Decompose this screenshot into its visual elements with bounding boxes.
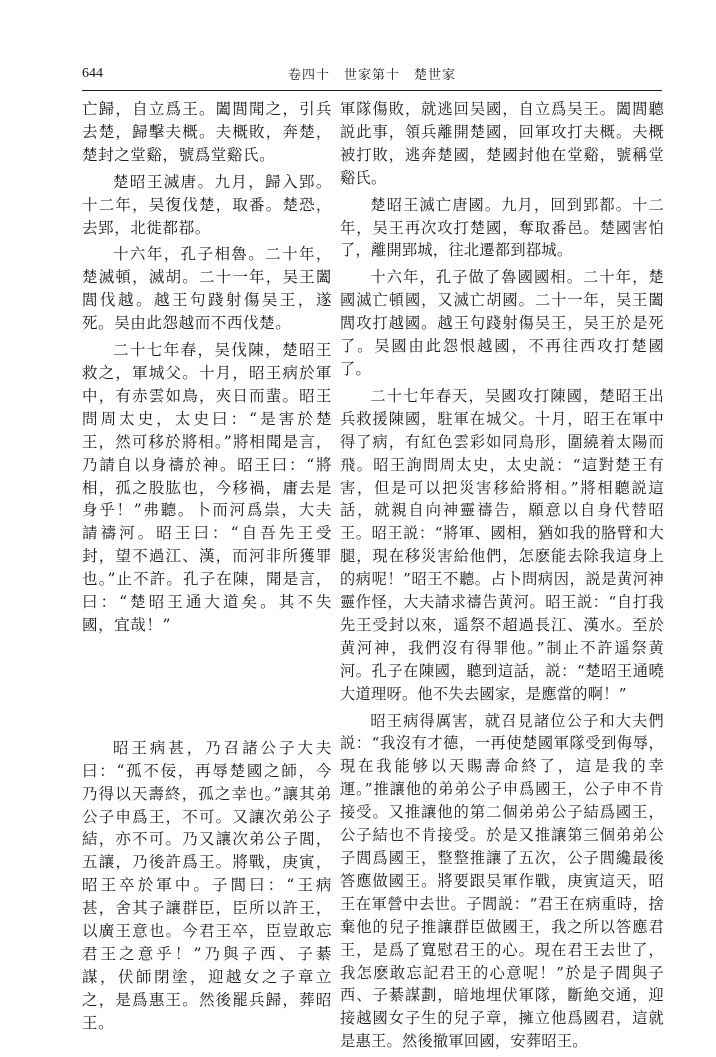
translation-paragraph: 二十七年春天，吴國攻打陳國，楚昭王出兵救援陳國，駐軍在城父。十月，昭王在軍中得了病，有紅色雲彩如同鳥形，圍繞着太陽而飛。昭王詢問周太史，太史説：“這對楚王有害，但是可以把災害移給將相。”將相聽説這話，就親自向神靈禱告，願意以自身代替昭王。昭王説：“將軍、國相，猶如我的胳臂和大腿，現在移災害給他們，怎麽能去除我這身上的病呢！”昭王不聽。占卜問病因，説是黄河神靈作怪，大夫請求禱告黄河。昭王説：“自打我先王受封以來，遥祭不超過長江、漢水。至於黄河神，我們沒有得罪他。”制止不許遥祭黄河。孔子在陳國，聽到這話，説：“楚昭王通曉大道理呀。他不失去國家，是應當的啊！” bbox=[340, 386, 664, 703]
translation-paragraph: 昭王病得厲害，就召見諸位公子和大夫們説：“我沒有才德，一再使楚國軍隊受到侮辱，現在我能够以天賜壽命終了，這是我的幸運。”推讓他的弟弟公子申爲國王，公子申不肯接受。又推讓他的第二個弟弟公子結爲國王，公子結也不肯接受。於是又推讓第三個弟弟公子閭爲國王，整整推讓了五次，公子閭纔最後答應做國王。將要跟吴軍作戰，庚寅這天，昭王在軍營中去世。子閭説：“君王在病重時，捨棄他的兒子推讓群臣做國王，我之所以答應君王，是爲了寬慰君王的心。現在君王去世了，我怎麽敢忘記君王的心意呢！”於是子閭與子西、子綦謀劃，暗地埋伏軍隊，斷絶交通，迎接越國女子生的兒子章，擁立他爲國君，這就是惠王。然後撤軍回國，安葬昭王。 bbox=[340, 711, 664, 1051]
original-paragraph: 二十七年春，吴伐陳，楚昭王救之，軍城父。十月，昭王病於軍中，有赤雲如鳥，夾日而蜚。昭王問周太史，太史曰：“是害於楚王，然可移於將相。”將相聞是言，乃請自以身禱於神。昭王曰：“將相，孤之股肱也，今移禍，庸去是身乎！”弗聽。卜而河爲祟，大夫請禱河。昭王曰：“自吾先王受封，望不過江、漢，而河非所獲罪也。”止不許。孔子在陳，聞是言，曰：“楚昭王通大道矣。其不失國，宜哉！” bbox=[82, 341, 332, 634]
running-title: 卷四十 世家第十 楚世家 bbox=[287, 68, 456, 83]
page-number: 644 bbox=[82, 66, 103, 81]
translation-column bbox=[340, 98, 664, 1057]
original-paragraph: 十六年，孔子相魯。二十年，楚滅頓，滅胡。二十一年，吴王闔閭伐越。越王句踐射傷吴王，遂死。吴由此怨越而不西伐楚。 bbox=[82, 245, 332, 333]
page-header bbox=[82, 62, 662, 92]
original-paragraph: 亡歸，自立爲王。闔閭聞之，引兵去楚，歸擊夫概。夫概敗，奔楚，楚封之堂谿，號爲堂谿氏。 bbox=[82, 100, 332, 164]
original-paragraph: 楚昭王滅唐。九月，歸入郢。十二年，吴復伐楚，取番。楚恐，去郢，北徙都鄀。 bbox=[82, 172, 332, 237]
translation-paragraph: 楚昭王滅亡唐國。九月，回到郢都。十二年，吴王再次攻打楚國，奪取番邑。楚國害怕了，離開郢城，往北遷都到鄀城。 bbox=[340, 195, 664, 260]
original-paragraph: 昭王病甚，乃召諸公子大夫曰：“孤不佞，再辱楚國之師，今乃得以天壽終，孤之幸也。”讓其弟公子申爲王，不可。又讓次弟公子結，亦不可。乃又讓次弟公子閭，五讓，乃後許爲王。將戰，庚寅，昭王卒於軍中。子閭曰：“王病甚，舍其子讓群臣，臣所以許王，以廣王意也。今君王卒，臣豈敢忘君王之意乎！”乃與子西、子綦謀，伏師閉塗，迎越女之子章立之，是爲惠王。然後罷兵歸，葬昭王。 bbox=[82, 738, 332, 1032]
original-text-column bbox=[82, 98, 332, 1039]
translation-paragraph: 十六年，孔子做了魯國國相。二十年，楚國滅亡頓國，又滅亡胡國。二十一年，吴王闔閭攻打越國。越王句踐射傷吴王，吴王於是死了。吴國由此怨恨越國，不再往西攻打楚國了。 bbox=[340, 268, 664, 378]
paragraph-gap bbox=[82, 641, 332, 737]
translation-paragraph: 軍隊傷敗，就逃回吴國，自立爲吴王。闔閭聽説此事，領兵離開楚國，回軍攻打夫概。夫概被打敗，逃奔楚國，楚國封他在堂谿，號稱堂谿氏。 bbox=[340, 100, 664, 187]
header-rule bbox=[82, 90, 662, 91]
